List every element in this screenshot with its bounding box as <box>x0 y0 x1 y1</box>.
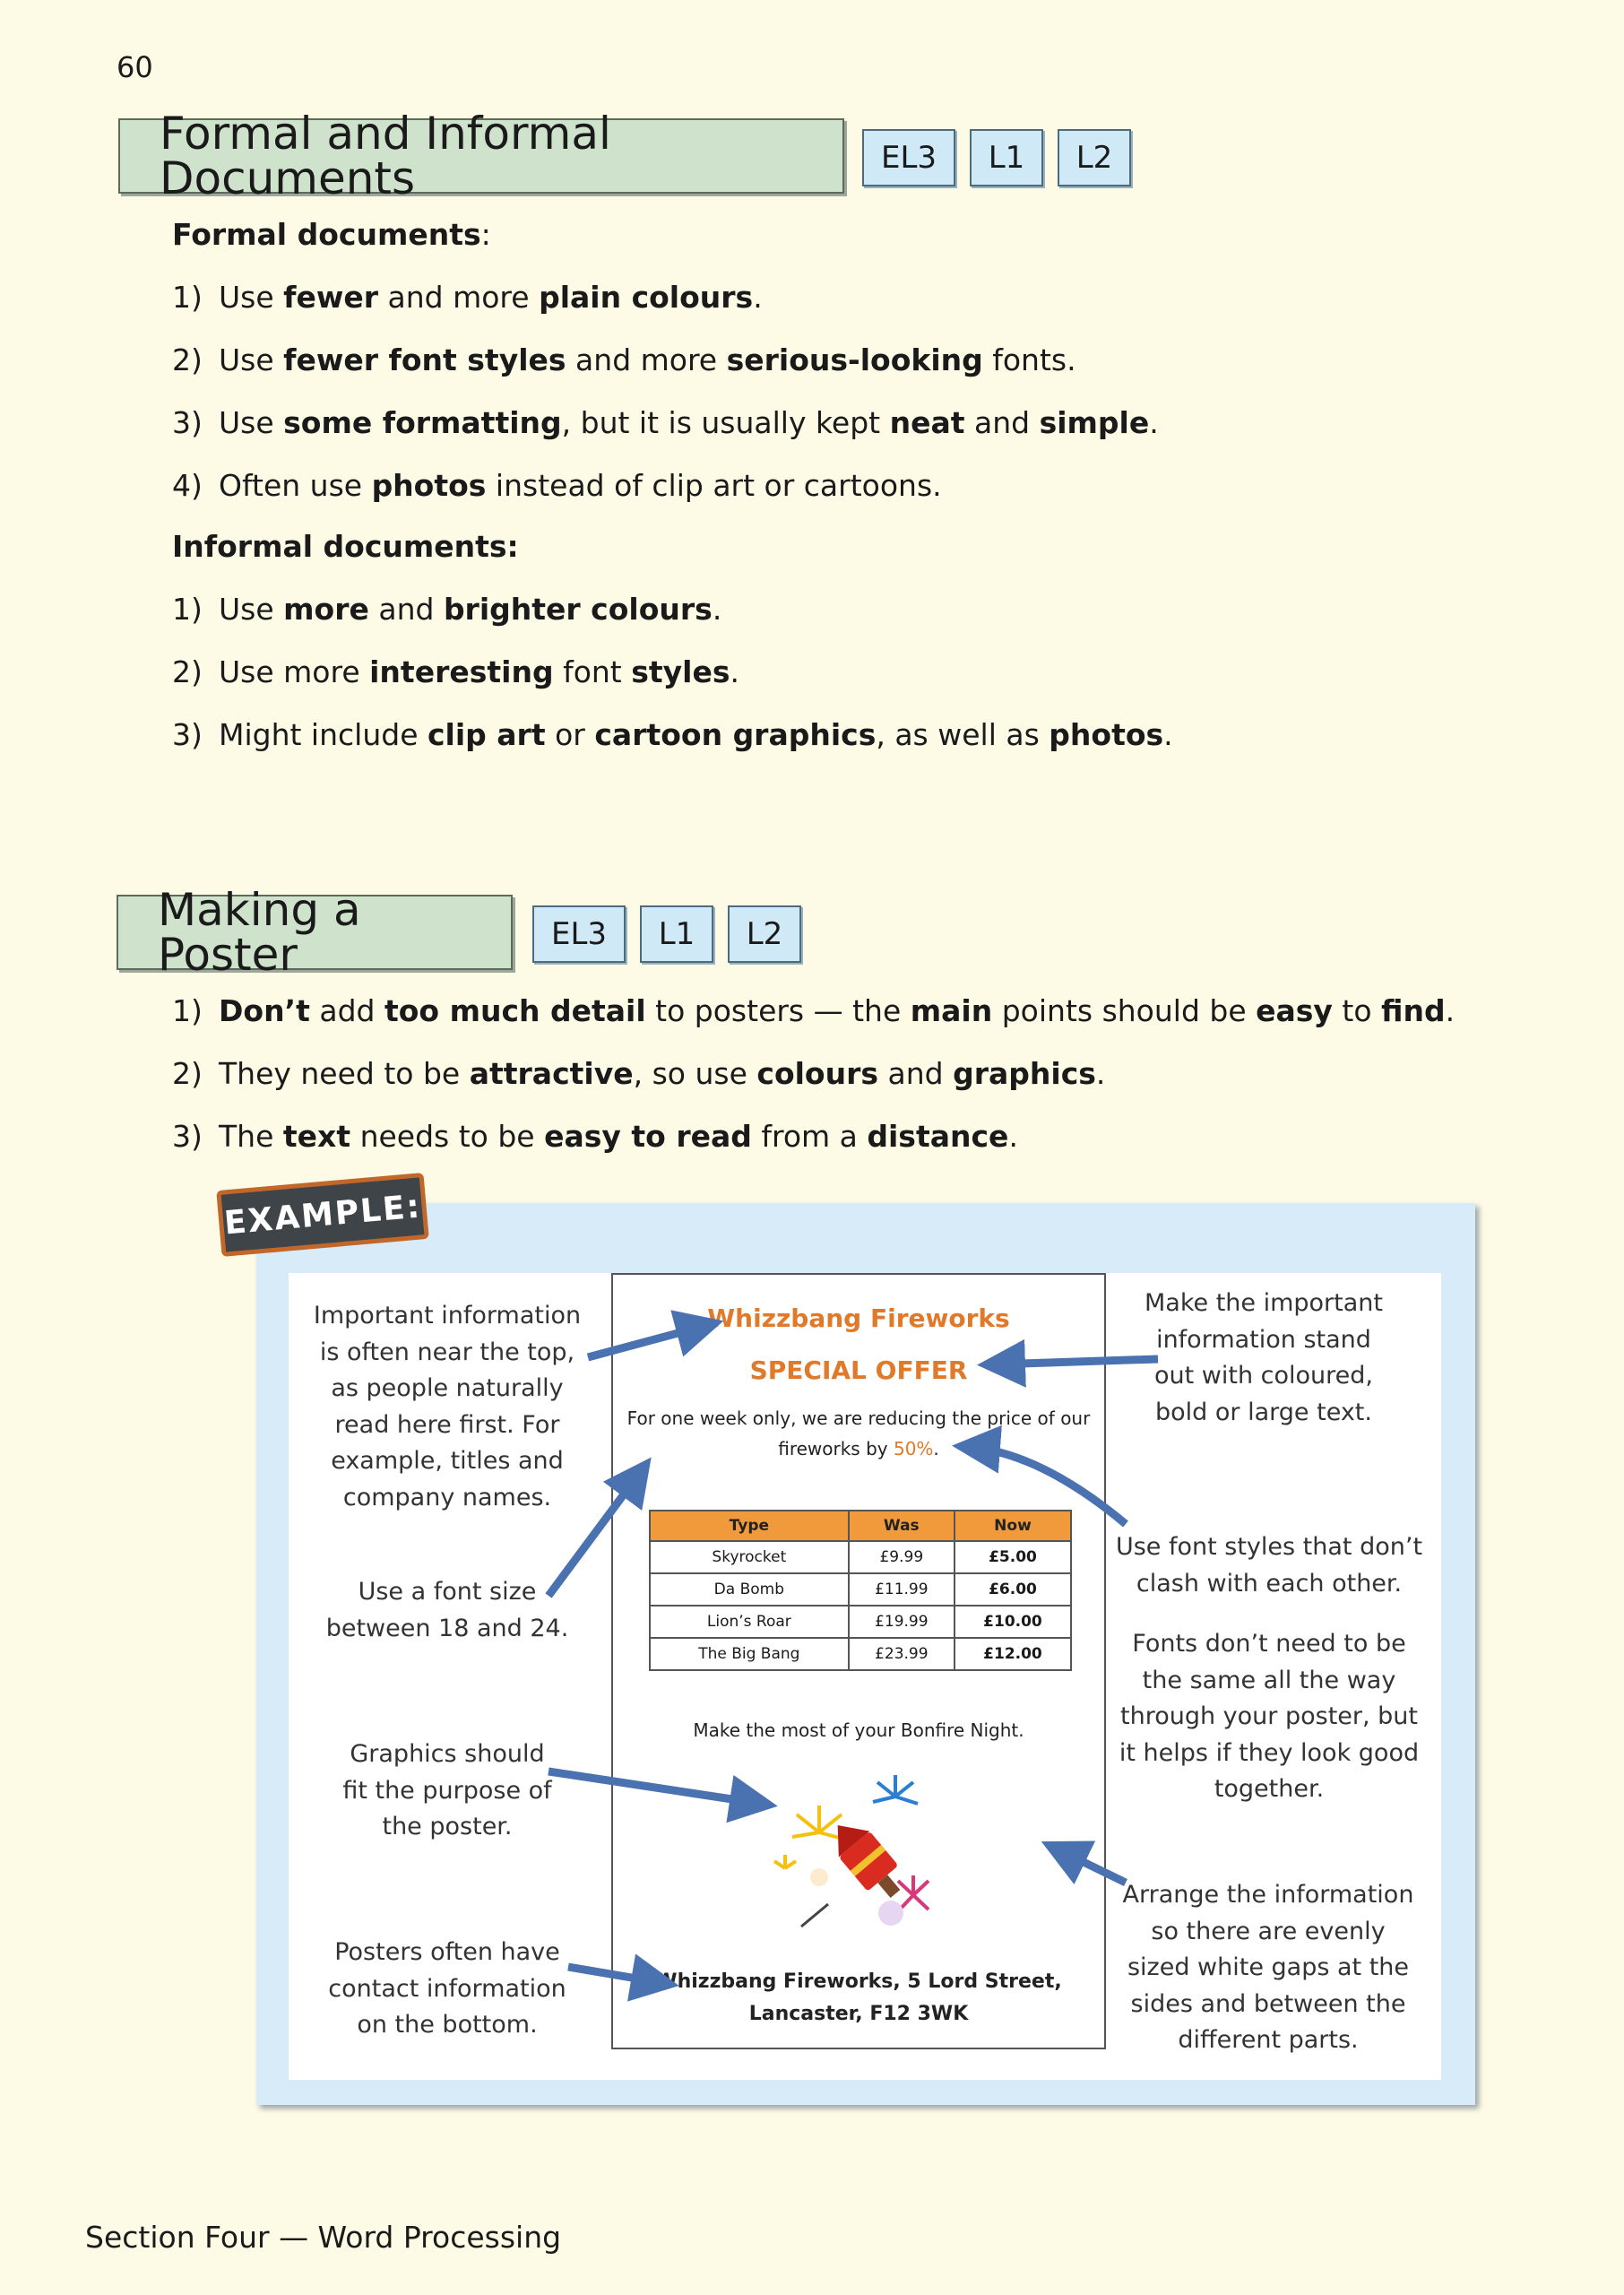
list-item: 2) They need to be attractive, so use colours and graphics. <box>172 1056 1106 1091</box>
table-header-type: Type <box>650 1511 849 1541</box>
firework-rocket-icon <box>765 1770 954 1940</box>
level-badge-l2: L2 <box>728 905 801 963</box>
annotation-graphics: Graphics should fit the purpose of the poster. <box>342 1740 552 1840</box>
table-row: The Big Bang £23.99 £12.00 <box>650 1638 1071 1670</box>
table-row: Skyrocket £9.99 £5.00 <box>650 1541 1071 1573</box>
poster-address-line2: Lancaster, F12 3WK <box>748 2003 969 2025</box>
level-badge-l1: L1 <box>640 905 713 963</box>
section-heading-making-poster <box>117 884 513 981</box>
annotation-make-info-stand-out: Make the important information stand out with coloured, bold or large text. <box>1145 1289 1383 1426</box>
list-item: 1) Don’t add too much detail to posters — the main points should be easy to find. <box>172 993 1456 1028</box>
annotation-font-size: Use a font size between 18 and 24. <box>325 1578 569 1642</box>
level-badge-l2: L2 <box>1058 129 1131 186</box>
section-footer: Section Four — Word Processing <box>85 2220 562 2255</box>
annotation-font-styles: Use font styles that don’t clash with each other. <box>1115 1533 1423 1598</box>
poster-company-name: Whizzbang Fireworks <box>707 1303 1010 1333</box>
annotation-arrange-info: Arrange the information so there are evenly sized white gaps at the sides and between the different parts. <box>1122 1881 1414 2054</box>
list-item: 3) The text needs to be easy to read from a distance. <box>172 1119 1018 1154</box>
poster-discount: 50% <box>893 1438 934 1459</box>
list-item: 2) Use fewer font styles and more serious-looking fonts. <box>172 342 1076 377</box>
annotation-fonts-same: Fonts don’t need to be the same all the way through your poster, but it helps if they look good together. <box>1119 1630 1420 1803</box>
list-item: 3) Use some formatting, but it is usually kept neat and simple. <box>172 405 1159 440</box>
list-item: 1) Use fewer and more plain colours. <box>172 280 763 315</box>
formal-documents-heading: Formal documents: <box>172 217 491 252</box>
list-item: 3) Might include clip art or cartoon graphics, as well as photos. <box>172 717 1173 752</box>
table-row: Da Bomb £11.99 £6.00 <box>650 1573 1071 1606</box>
table-header-now: Now <box>955 1511 1071 1541</box>
section-heading-text: Formal and Informal Documents <box>160 108 611 204</box>
table-row: Lion’s Roar £19.99 £10.00 <box>650 1606 1071 1638</box>
poster-intro-line2: fireworks by 50%. <box>778 1438 939 1459</box>
example-poster <box>611 1273 1106 2049</box>
level-badge-el3: EL3 <box>862 129 955 186</box>
level-badge-el3: EL3 <box>532 905 626 963</box>
list-item: 1) Use more and brighter colours. <box>172 592 722 627</box>
level-badge-l1: L1 <box>970 129 1043 186</box>
list-item: 2) Use more interesting font styles. <box>172 654 740 689</box>
table-header-was: Was <box>849 1511 955 1541</box>
poster-price-table <box>649 1510 1072 1671</box>
list-item: 4) Often use photos instead of clip art or cartoons. <box>172 468 942 503</box>
annotation-contact-info: Posters often have contact information on the bottom. <box>328 1938 566 2039</box>
annotation-important-info-top: Important information is often near the top, as people naturally read here first. For example, titles and company names. <box>313 1302 582 1511</box>
poster-special-offer: SPECIAL OFFER <box>749 1355 968 1385</box>
informal-documents-heading: Informal documents: <box>172 529 519 564</box>
example-tag: EXAMPLE: <box>216 1173 429 1257</box>
poster-address-line1: Whizzbang Fireworks, 5 Lord Street, <box>655 1970 1062 1993</box>
page-number: 60 <box>117 50 153 84</box>
section-heading-text: Making a Poster <box>158 884 361 981</box>
section-heading-formal-informal <box>118 108 844 204</box>
poster-intro-line1: For one week only, we are reducing the price of our <box>626 1407 1091 1429</box>
poster-tagline: Make the most of your Bonfire Night. <box>693 1719 1024 1741</box>
